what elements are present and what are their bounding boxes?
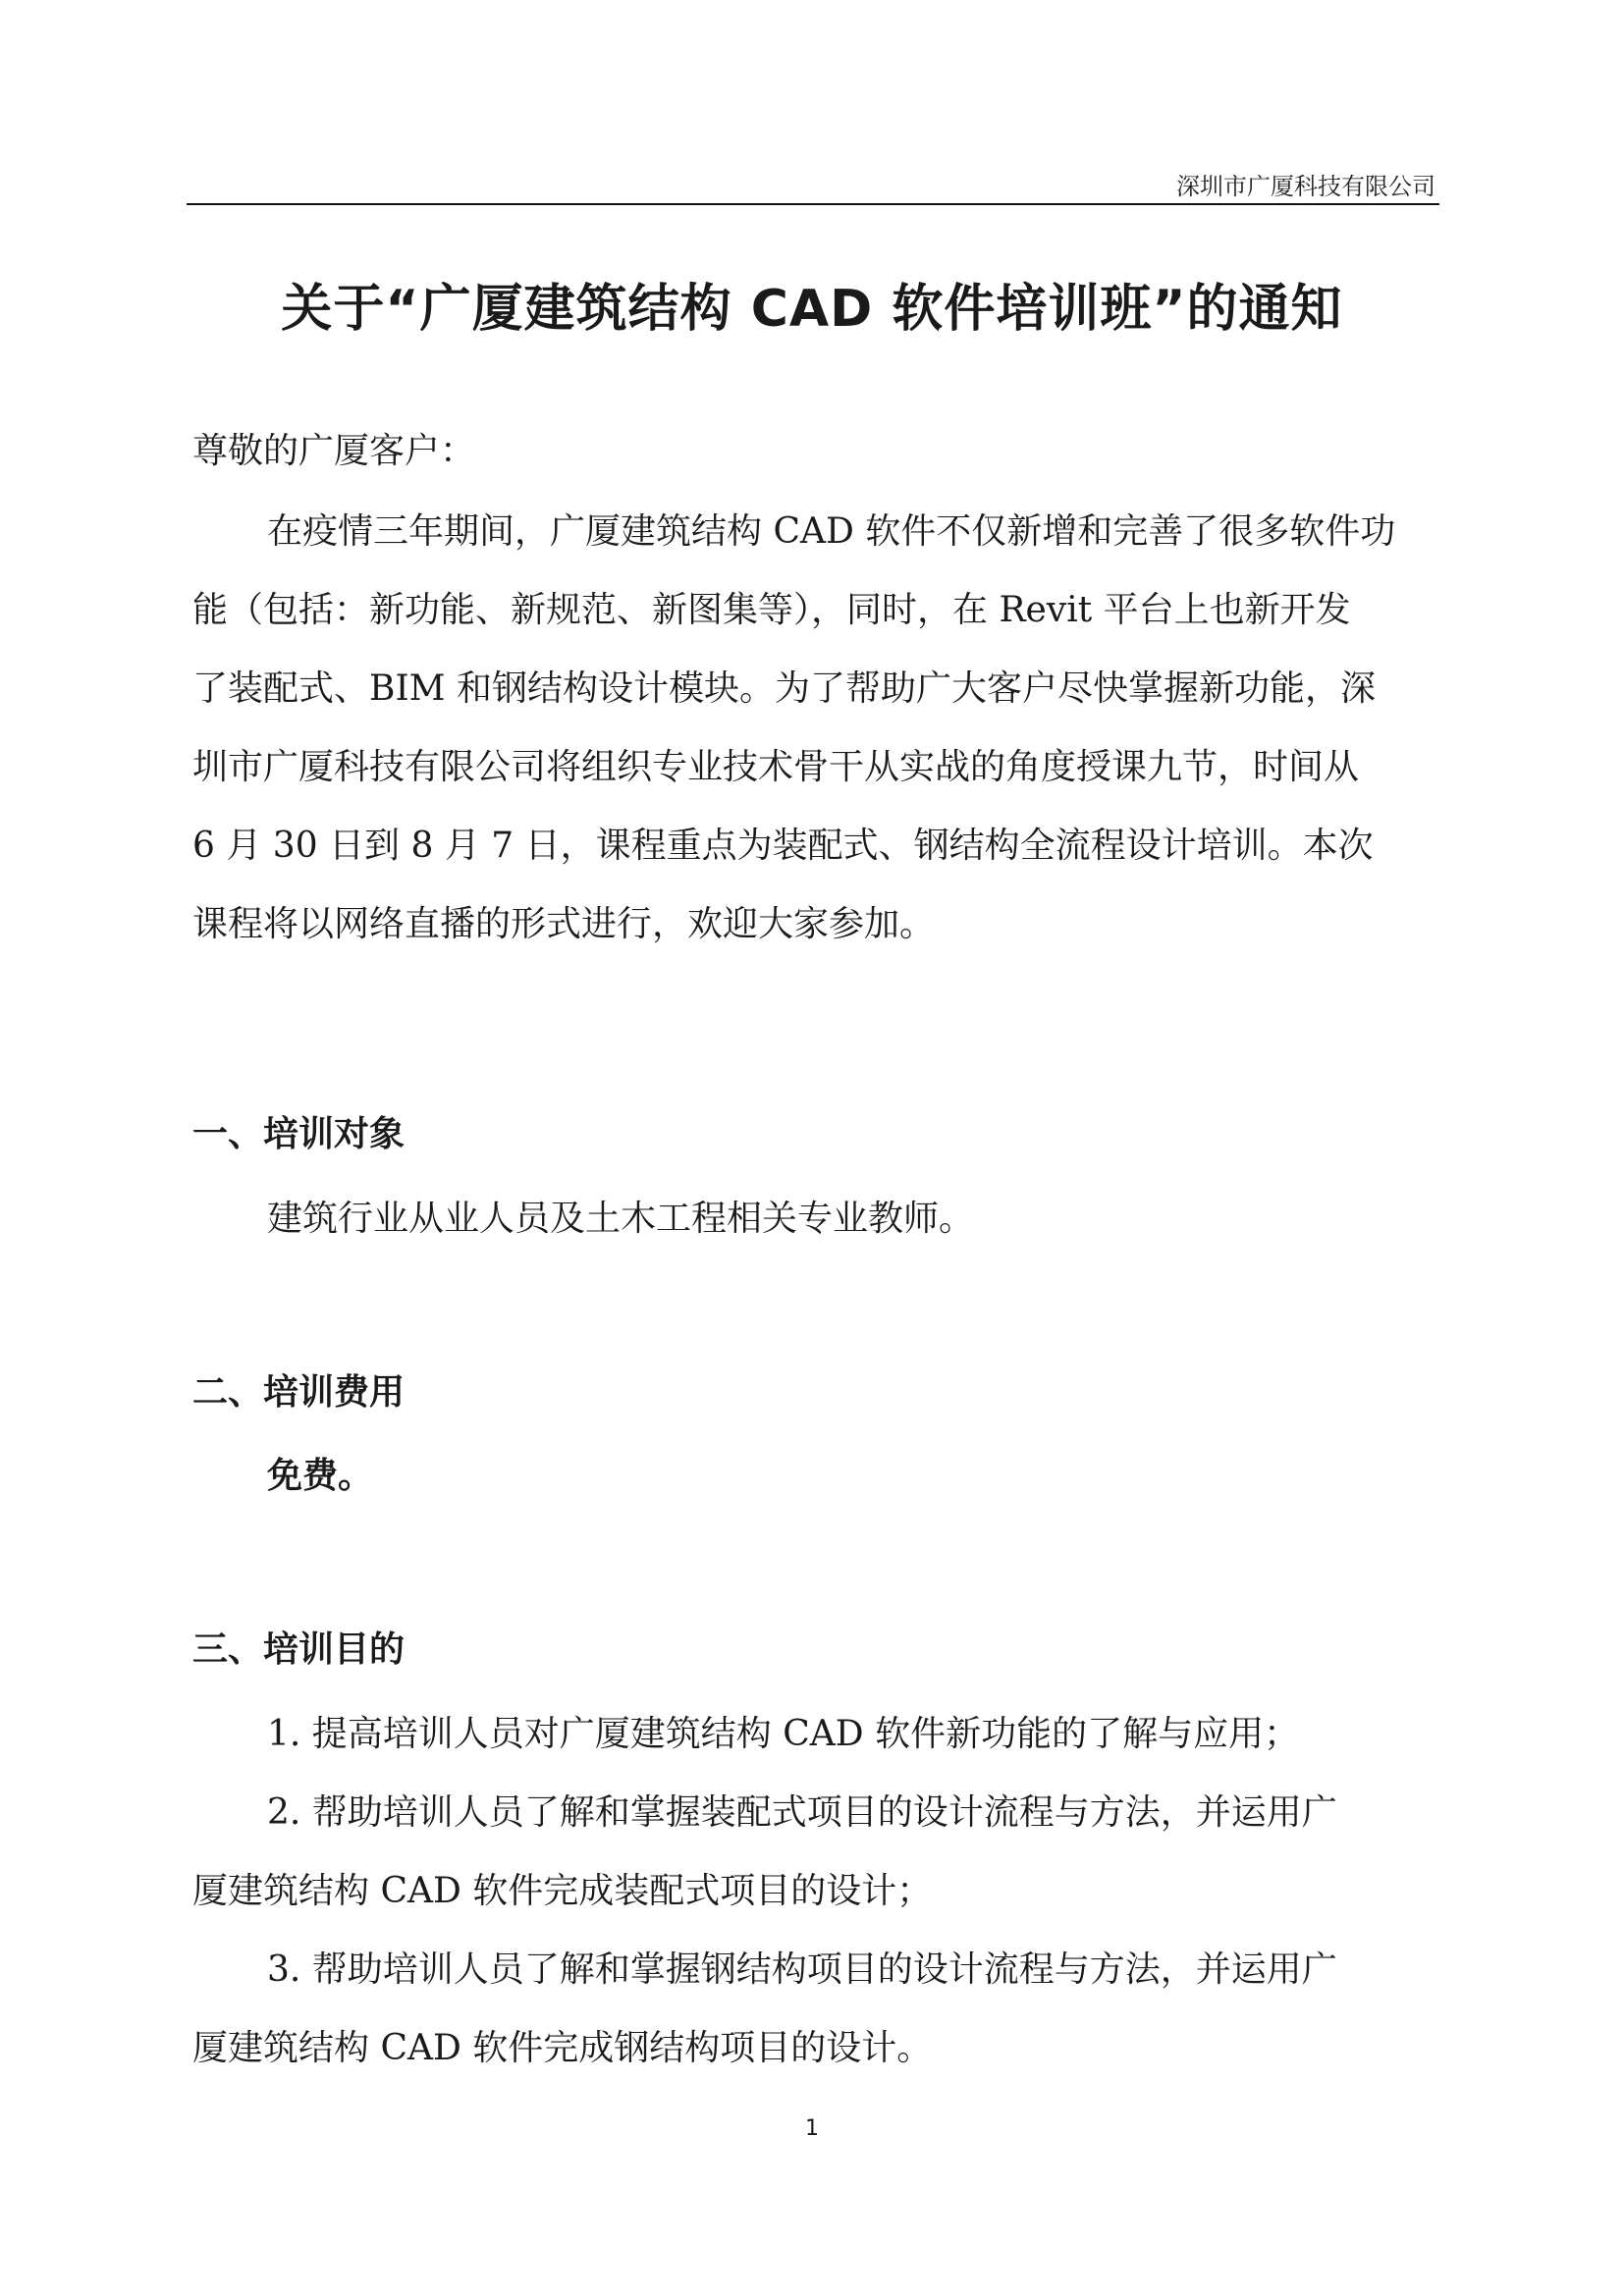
greeting-text: 尊敬的广厦客户： [192, 431, 476, 471]
section1-heading: 一、培训对象 [192, 1114, 406, 1154]
header-divider [187, 203, 1439, 205]
purpose-item-2-line-1: 2. 帮助培训人员了解和掌握装配式项目的设计流程与方法，并运用广 [267, 1792, 1337, 1833]
page-number: 1 [805, 2116, 819, 2141]
greeting [192, 412, 1449, 491]
purpose-item-2-line-2: 厦建筑结构 CAD 软件完成装配式项目的设计； [192, 1871, 933, 1911]
section3-heading: 三、培训目的 [192, 1629, 406, 1670]
intro-line: 课程将以网络直播的形式进行，欢迎大家参加。 [192, 904, 936, 944]
document-title: 关于“广厦建筑结构 CAD 软件培训班”的通知 [281, 280, 1343, 339]
section1-body [192, 1180, 1449, 1258]
section1-text: 建筑行业从业人员及土木工程相关专业教师。 [267, 1199, 975, 1239]
intro-line: 圳市广厦科技有限公司将组织专业技术骨干从实战的角度授课九节，时间从 [192, 747, 1360, 787]
purpose-item-3-line-1: 3. 帮助培训人员了解和掌握钢结构项目的设计流程与方法，并运用广 [267, 1949, 1337, 1990]
purpose-item-1: 1. 提高培训人员对广厦建筑结构 CAD 软件新功能的了解与应用； [267, 1714, 1300, 1754]
section3-body [192, 1695, 1449, 2088]
section2-heading: 二、培训费用 [192, 1372, 406, 1413]
section2-text: 免费。 [267, 1456, 374, 1496]
intro-line: 6 月 30 日到 8 月 7 日，课程重点为装配式、钢结构全流程设计培训。本次 [192, 826, 1374, 866]
purpose-item-3-line-2: 厦建筑结构 CAD 软件完成钢结构项目的设计。 [192, 2028, 933, 2068]
intro-line: 在疫情三年期间，广厦建筑结构 CAD 软件不仅新增和完善了很多软件功 [267, 511, 1396, 552]
section2-body [192, 1437, 1449, 1516]
header-company-name: 深圳市广厦科技有限公司 [1176, 173, 1435, 200]
intro-paragraph [192, 493, 1449, 964]
intro-line: 了装配式、BIM 和钢结构设计模块。为了帮助广大客户尽快掌握新功能，深 [192, 668, 1376, 709]
intro-line: 能（包括：新功能、新规范、新图集等），同时，在 Revit 平台上也新开发 [192, 590, 1351, 630]
